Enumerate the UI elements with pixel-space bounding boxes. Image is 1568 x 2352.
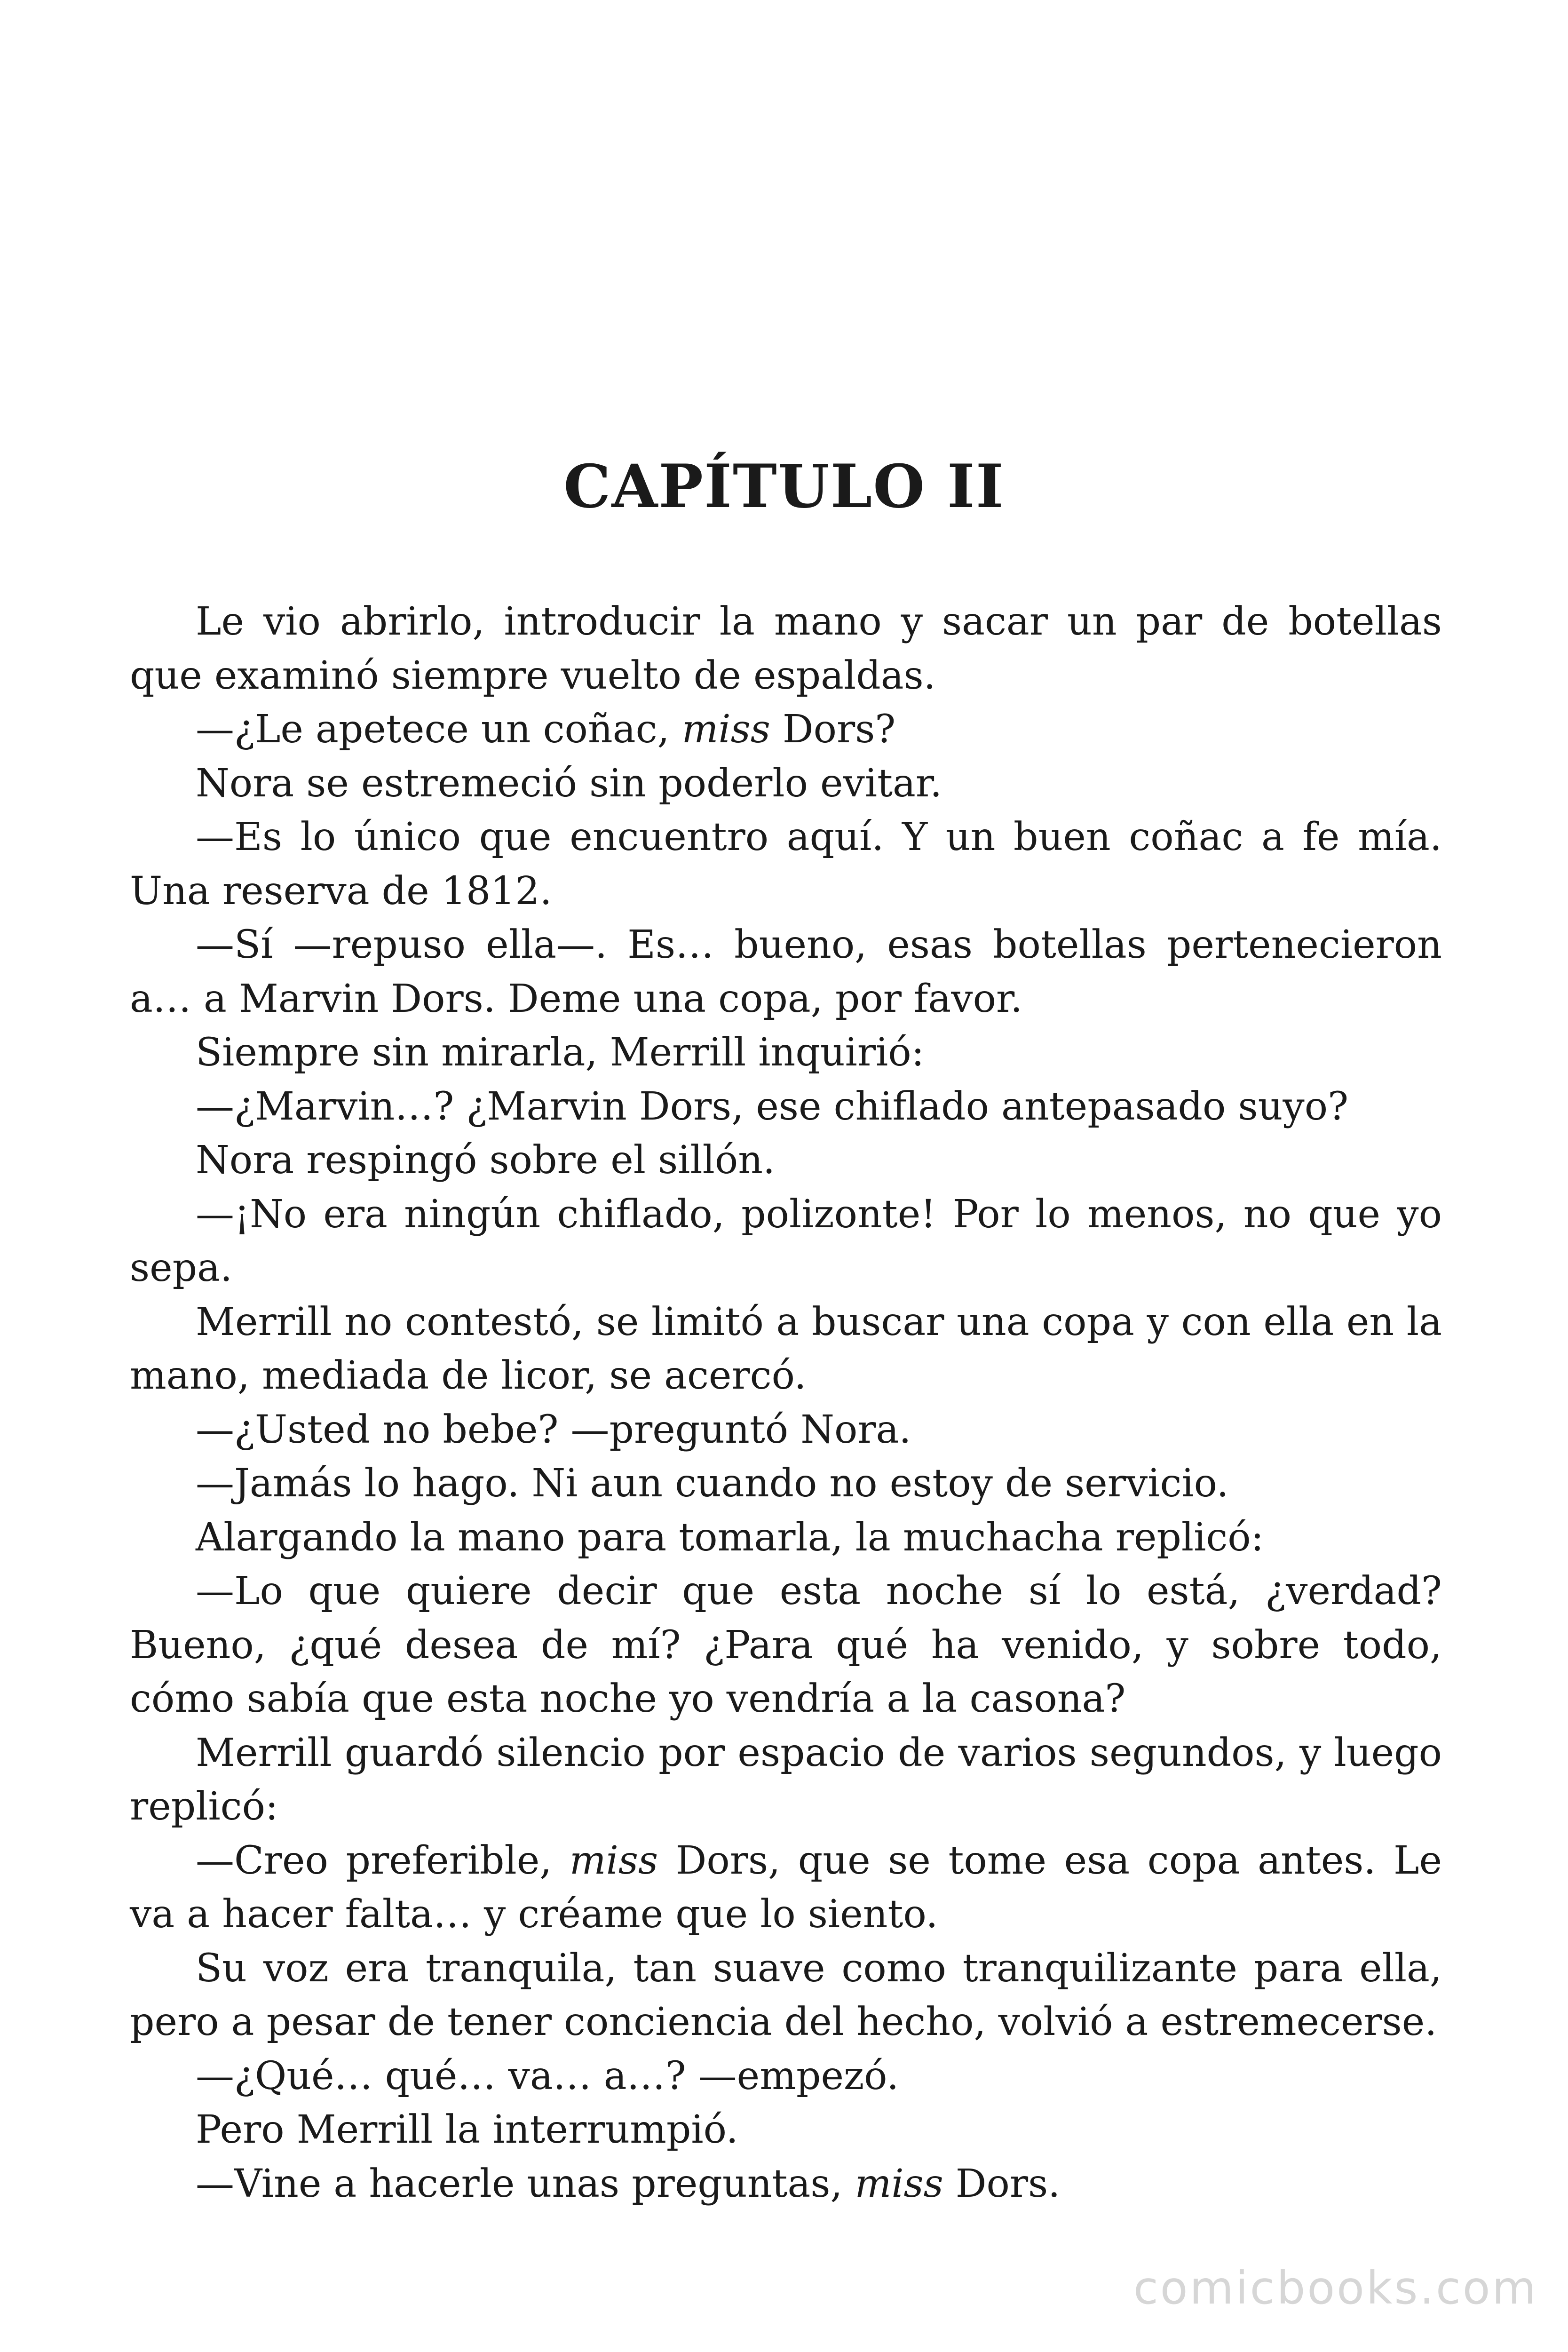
- paragraph: [130, 2157, 1442, 2211]
- paragraph-text: Nora respingó sobre el sillón.: [196, 1138, 776, 1183]
- paragraph-text: —¿Qué… qué… va… a…? —empezó.: [196, 2053, 899, 2098]
- paragraph: [130, 2050, 1442, 2104]
- paragraph-text: Dors, que se tome esa copa antes. Le va a hacer falta… y créame que lo siento.: [130, 1838, 1442, 1937]
- paragraph-text: —¿Usted no bebe? —preguntó Nora.: [196, 1407, 911, 1452]
- paragraph-text: Nora se estremeció sin poderlo evitar.: [196, 761, 942, 806]
- paragraph-text: —Es lo único que encuentro aquí. Y un buen coñac a fe mía. Una reserva de 1812.: [130, 815, 1442, 914]
- paragraph-text: —Sí —repuso ella—. Es… bueno, esas botellas pertenecieron a… a Marvin Dors. Deme una copa, por favor.: [130, 922, 1442, 1021]
- paragraph-text: Merrill guardó silencio por espacio de varios segundos, y luego replicó:: [130, 1730, 1442, 1829]
- paragraph-text: —Creo preferible,: [196, 1838, 570, 1883]
- paragraph: [130, 1565, 1442, 1726]
- paragraph: [130, 2103, 1442, 2157]
- paragraph: [130, 1080, 1442, 1134]
- paragraph-text: Pero Merrill la interrumpió.: [196, 2107, 738, 2152]
- paragraph-text: Le vio abrirlo, introducir la mano y sacar un par de botellas que examinó siempre vuelto de espaldas.: [130, 599, 1442, 698]
- italic-term: miss: [855, 2161, 943, 2206]
- paragraph-text: —Jamás lo hago. Ni aun cuando no estoy de servicio.: [196, 1461, 1229, 1506]
- paragraph: [130, 1188, 1442, 1295]
- paragraph-text: Merrill no contestó, se limitó a buscar una copa y con ella en la mano, mediada de licor, se acercó.: [130, 1299, 1442, 1398]
- paragraph: [130, 1834, 1442, 1942]
- paragraph: [130, 1726, 1442, 1834]
- paragraph: [130, 1026, 1442, 1080]
- chapter-body: [130, 595, 1442, 2211]
- paragraph: [130, 1403, 1442, 1457]
- paragraph-text: Su voz era tranquila, tan suave como tranquilizante para ella, pero a pesar de tener conciencia del hecho, volvió a estremecerse.: [130, 1946, 1442, 2044]
- paragraph: [130, 918, 1442, 1026]
- paragraph-text: —¿Marvin…? ¿Marvin Dors, ese chiflado antepasado suyo?: [196, 1084, 1349, 1129]
- paragraph: [130, 1295, 1442, 1403]
- paragraph-text: —¿Le apetece un coñac,: [196, 707, 682, 752]
- paragraph: [130, 810, 1442, 918]
- paragraph-text: —Lo que quiere decir que esta noche sí lo está, ¿verdad? Bueno, ¿qué desea de mí? ¿Para qué ha venido, y sobre todo, cómo sabía que esta noche yo vendría a la casona?: [130, 1569, 1442, 1721]
- paragraph-text: —¡No era ningún chiflado, polizonte! Por lo menos, no que yo sepa.: [130, 1192, 1442, 1290]
- chapter-title: CAPÍTULO II: [563, 452, 1005, 521]
- paragraph: [130, 1942, 1442, 2050]
- paragraph-text: Dors.: [943, 2161, 1061, 2206]
- paragraph: [130, 1134, 1442, 1188]
- watermark: comicbooks.com: [1133, 2262, 1538, 2314]
- paragraph: [130, 1457, 1442, 1511]
- paragraph-text: —Vine a hacerle unas preguntas,: [196, 2161, 855, 2206]
- paragraph: [130, 703, 1442, 757]
- paragraph: [130, 757, 1442, 811]
- italic-term: miss: [569, 1838, 658, 1883]
- paragraph: [130, 595, 1442, 703]
- paragraph-text: Dors?: [770, 707, 896, 752]
- paragraph-text: Alargando la mano para tomarla, la muchacha replicó:: [196, 1515, 1264, 1560]
- paragraph-text: Siempre sin mirarla, Merrill inquirió:: [196, 1030, 925, 1075]
- paragraph: [130, 1511, 1442, 1565]
- italic-term: miss: [681, 707, 770, 752]
